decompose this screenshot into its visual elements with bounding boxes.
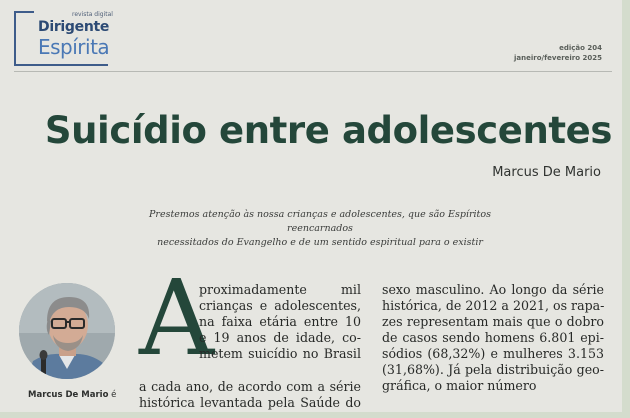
- drop-cap: A: [139, 257, 215, 379]
- body-line: e 19 anos de idade, co-: [199, 330, 361, 345]
- body-line: metem suicídio no Brasil: [199, 346, 361, 361]
- logo-bracket: [14, 11, 16, 66]
- body-line: a cada ano, de acordo com a série: [139, 379, 361, 394]
- body-column-1-indented: [199, 282, 361, 362]
- article-author: Marcus De Mario: [492, 165, 601, 180]
- body-line: de casos sendo homens 6.801 epi-: [382, 330, 604, 345]
- body-line: histórica, de 2012 a 2021, os rapa-: [382, 298, 604, 313]
- body-line: zes representam mais que o dobro: [382, 314, 604, 329]
- photo-caption-name: Marcus De Mario: [28, 390, 109, 400]
- article-lede: [130, 208, 510, 250]
- body-line: histórica levantada pela Saúde do: [139, 395, 361, 410]
- author-photo: [19, 283, 115, 379]
- logo-text-line1: Dirigente: [38, 19, 110, 35]
- body-line: gráfica, o maior número: [382, 378, 537, 393]
- body-column-1: [139, 379, 361, 411]
- edition-number: edição 204: [559, 44, 602, 52]
- magazine-logo: [14, 11, 112, 67]
- body-line: sexo masculino. Ao longo da série: [382, 282, 604, 297]
- logo-tagline: revista digital: [72, 11, 113, 18]
- body-line: (31,68%). Já pela distribuição geo-: [382, 362, 604, 377]
- article-title: Suicídio entre adolescentes: [44, 109, 612, 152]
- lede-line: necessitados do Evangelho e de um sentido espiritual para o existir: [157, 237, 483, 248]
- page-frame: [622, 0, 630, 418]
- logo-text-line2: Espírita: [38, 35, 110, 59]
- logo-bracket: [14, 11, 34, 13]
- header-divider: [14, 71, 612, 72]
- body-line: sódios (68,32%) e mulheres 3.153: [382, 346, 604, 361]
- page-frame: [0, 412, 630, 418]
- photo-caption-text: é: [108, 390, 117, 400]
- photo-caption: [28, 390, 116, 400]
- edition-info: [514, 43, 602, 63]
- lede-line: Prestemos atenção às nossa crianças e adolescentes, que são Espíritos reencarnados: [149, 209, 491, 234]
- body-line: na faixa etária entre 10: [199, 314, 361, 329]
- author-portrait-image: [19, 283, 115, 379]
- logo-bracket: [14, 64, 108, 66]
- edition-date: janeiro/fevereiro 2025: [514, 54, 602, 62]
- body-column-2: [382, 282, 604, 394]
- body-line: crianças e adolescentes,: [199, 298, 361, 313]
- body-line: proximadamente mil: [199, 282, 361, 297]
